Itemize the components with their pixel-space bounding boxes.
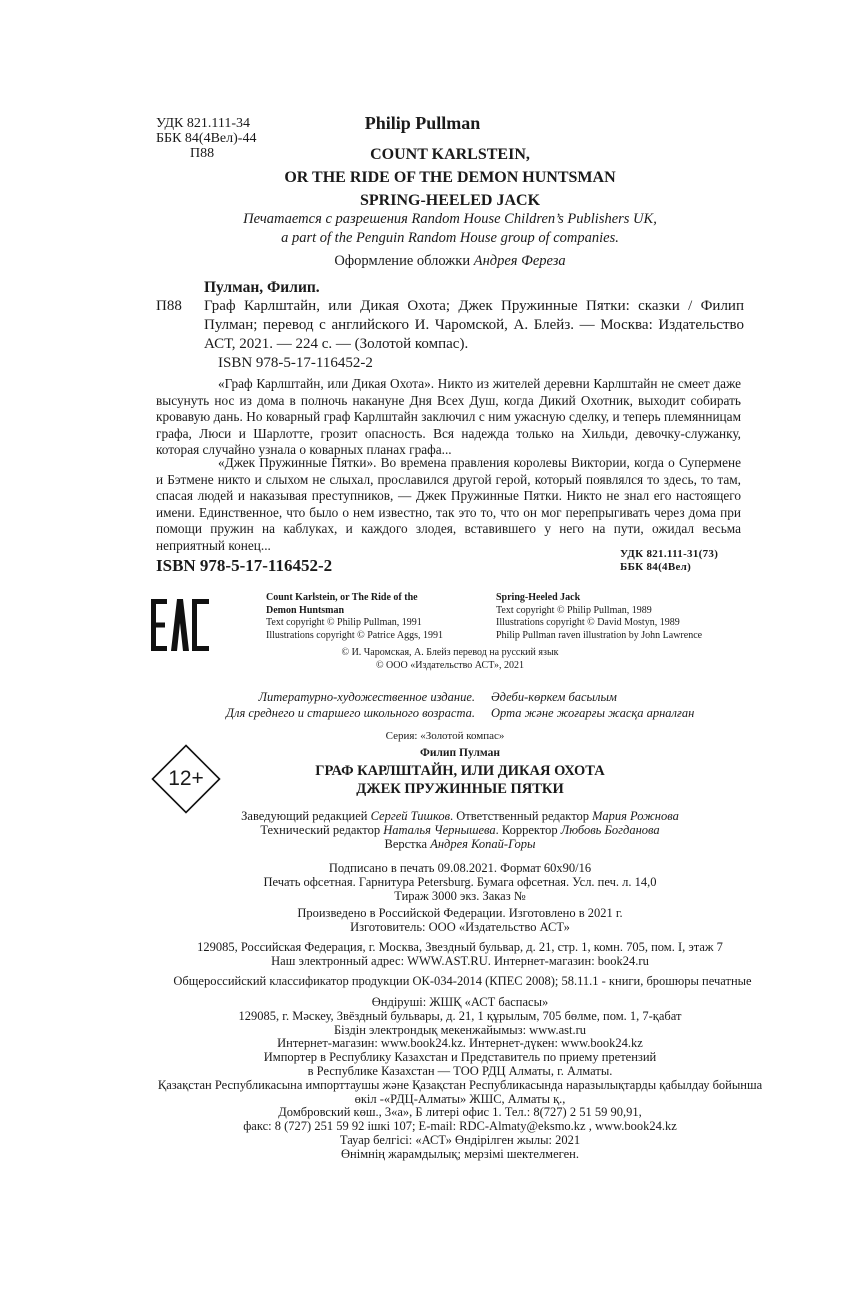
title-en-line: OR THE RIDE OF THE DEMON HUNTSMAN	[284, 169, 616, 186]
permission-line: Печатается с разрешения Random House Children’s Publishers UK,	[243, 211, 657, 227]
genre-kz-line: Орта және жоғарғы жасқа арналған	[491, 705, 695, 720]
udk-code: УДК 821.111-34	[156, 116, 251, 131]
address-line: 129085, Российская Федерация, г. Москва, Звездный бульвар, д. 21, стр. 1, комн. 705, пом. I, этаж 7	[197, 940, 723, 954]
copyright-title: Demon Huntsman	[266, 604, 345, 616]
product-classifier: Общероссийский классификатор продукции ОК-034-2014 (КПЕС 2008); 58.11.1 - книги, брошюры печатные	[173, 974, 752, 988]
catalog-author: Пулман, Филип.	[204, 279, 320, 296]
production-line: Изготовитель: ООО «Издательство АСТ»	[350, 919, 570, 934]
copyright-line: © ООО «Издательство АСТ», 2021	[375, 659, 525, 671]
russian-titles	[0, 762, 845, 798]
editorial-staff	[0, 810, 845, 851]
age-rating-text: 12+	[168, 767, 204, 790]
udk-right-line: УДК 821.111-31(73)	[620, 548, 719, 560]
series-label: Серия: «Золотой компас»	[385, 730, 505, 742]
annotation-paragraph: «Джек Пружинные Пятки». Во времена правления королевы Виктории, когда о Супермене и Бэтмене никто и слыхом не слыхал, прославился другой герой, который появлялся то здесь, то там, спасая людей и наказывая преступников, — Джек Пружинные Пятки. Никто не знал его настоящего имени. Единственное, что было о нем известно, так это то, что он мог перепрыгивать через дома при помощи пружин на каблуках, и каждого злодея, вставившего у него на пути, ожидал весьма неприятный конец...	[156, 455, 741, 553]
udk-bbk-right	[620, 548, 718, 574]
permission-line: a part of the Penguin Random House group of companies.	[281, 230, 619, 246]
kz-line: 129085, г. Мәскеу, Звёздный бульвары, д. 21, 1 құрылым, 705 бөлме, пом. 1, 7-қабат	[238, 1008, 682, 1023]
catalog-isbn: ISBN 978-5-17-116452-2	[218, 355, 373, 371]
copyright-block-right	[496, 592, 702, 642]
print-info-line: Тираж 3000 экз. Заказ №	[394, 888, 526, 903]
kz-line: Өнімнің жарамдылық; мерзімі шектелмеген.	[341, 1146, 579, 1161]
bbk-right-line: ББК 84(4Вел)	[620, 561, 692, 573]
copyright-line: © И. Чаромская, А. Блейз перевод на русский язык	[341, 647, 559, 658]
production-line: Произведено в Российской Федерации. Изготовлено в 2021 г.	[297, 906, 623, 920]
genre-kz-line: Әдеби-көркем басылым	[491, 690, 617, 704]
copyright-line: Philip Pullman raven illustration by John Lawrence	[496, 629, 703, 641]
isbn-main: ISBN 978-5-17-116452-2	[156, 556, 333, 575]
production-info	[0, 907, 845, 935]
kz-line: Тауар белгісі: «АСТ» Өндірілген жылы: 2021	[339, 1132, 581, 1147]
kz-line: Домбровский көш., 3«а», Б литері офис 1. Тел.: 8(727) 2 51 59 90,91,	[278, 1105, 642, 1120]
copyright-line: Text copyright © Philip Pullman, 1991	[266, 617, 422, 628]
staff-line: Заведующий редакцией Сергей Тишков. Ответственный редактор Мария Рожнова	[241, 809, 679, 823]
staff-line: Верстка Андрея Копай-Горы	[384, 836, 536, 851]
author-name-en: Philip Pullman	[364, 113, 481, 133]
print-info-line: Подписано в печать 09.08.2021. Формат 60x90/16	[328, 861, 592, 875]
title-en-line: COUNT KARLSTEIN,	[370, 146, 530, 163]
kazakhstan-info	[0, 996, 845, 1162]
cover-credit-label: Оформление обложки	[334, 253, 471, 269]
author-name-ru: Филип Пулман	[419, 747, 501, 759]
copyright-title: Spring-Heeled Jack	[496, 592, 581, 603]
genre-ru	[200, 690, 475, 721]
genre-ru-line: Литературно-художественное издание.	[258, 690, 475, 704]
author-mark: П88	[190, 146, 215, 161]
title-ru-line: ДЖЕК ПРУЖИННЫЕ ПЯТКИ	[356, 781, 564, 797]
eac-conformity-icon	[151, 599, 209, 651]
copyright-block-left	[266, 592, 443, 642]
copyright-block-center	[0, 647, 845, 672]
title-en-line: SPRING-HEELED JACK	[359, 192, 541, 209]
kz-line: Интернет-магазин: www.book24.kz. Интернет-дүкен: www.book24.kz	[277, 1036, 643, 1051]
bbk-code: ББК 84(4Вел)-44	[156, 131, 257, 146]
copyright-title: Count Karlstein, or The Ride of the	[266, 592, 418, 603]
genre-kz	[491, 690, 694, 721]
permission-notice	[0, 210, 845, 248]
copyright-line: Illustrations copyright © Patrice Aggs, 1991	[266, 629, 444, 641]
print-info-line: Печать офсетная. Гарнитура Petersburg. Бумага офсетная. Усл. печ. л. 14,0	[263, 874, 657, 889]
address-line: Наш электронный адрес: WWW.AST.RU. Интернет-магазин: book24.ru	[271, 953, 649, 968]
kz-line: Қазақстан Республикасына импорттаушы және Қазақстан Республикасында наразылықтарды қабылдау бойынша	[157, 1077, 763, 1092]
publisher-address	[0, 941, 845, 969]
staff-line: Технический редактор Наталья Чернышева. Корректор Любовь Богданова	[260, 822, 660, 837]
annotation-paragraph: «Граф Карлштайн, или Дикая Охота». Никто из жителей деревни Карлштайн не смеет даже высунуть нос из дома в полночь накануне Дня Всех Душ, когда Дикий Охотник, выходит собирать кровавую дань. Но коварный граф Карлштайн заключил с ним ужасную сделку, и теперь племянницам графа, Люси и Шарлотте, грозит опасность. Вся надежда только на Хильди, девочку-служанку, которая случайно узнала о коварных планах графа...	[156, 376, 741, 457]
title-ru-line: ГРАФ КАРЛШТАЙН, ИЛИ ДИКАЯ ОХОТА	[315, 763, 605, 779]
kz-line: өкіл -«РДЦ-Алматы» ЖШС, Алматы қ.,	[354, 1091, 566, 1106]
kz-line: факс: 8 (727) 251 59 92 ішкі 107; E-mail: RDC-Almaty@eksmo.kz , www.book24.kz	[243, 1119, 677, 1134]
kz-line: Импортер в Республику Казахстан и Представитель по приему претензий	[263, 1050, 657, 1065]
print-info	[0, 862, 845, 903]
kz-line: Біздін электрондық мекенжайымыз: www.ast.ru	[334, 1022, 586, 1037]
copyright-line: Illustrations copyright © David Mostyn, 1989	[496, 617, 680, 628]
kz-line: Өндіруші: ЖШҚ «АСТ баспасы»	[371, 995, 549, 1009]
copyright-line: Text copyright © Philip Pullman, 1989	[496, 604, 652, 616]
catalog-description: Граф Карлштайн, или Дикая Охота; Джек Пружинные Пятки: сказки / Филип Пулман; перевод с английского И. Чаромской, А. Блейз. — Москва: Издательство АСТ, 2021. — 224 с. — (Золотой компас).	[204, 298, 744, 352]
kz-line: в Республике Казахстан — ТОО РДЦ Алматы, г. Алматы.	[307, 1063, 613, 1078]
cover-credit	[0, 253, 845, 270]
genre-ru-line: Для среднего и старшего школьного возраста.	[226, 705, 475, 720]
cover-credit-name: Андрея Фереза	[473, 253, 566, 269]
catalog-code: П88	[156, 298, 182, 314]
english-titles	[0, 143, 845, 212]
